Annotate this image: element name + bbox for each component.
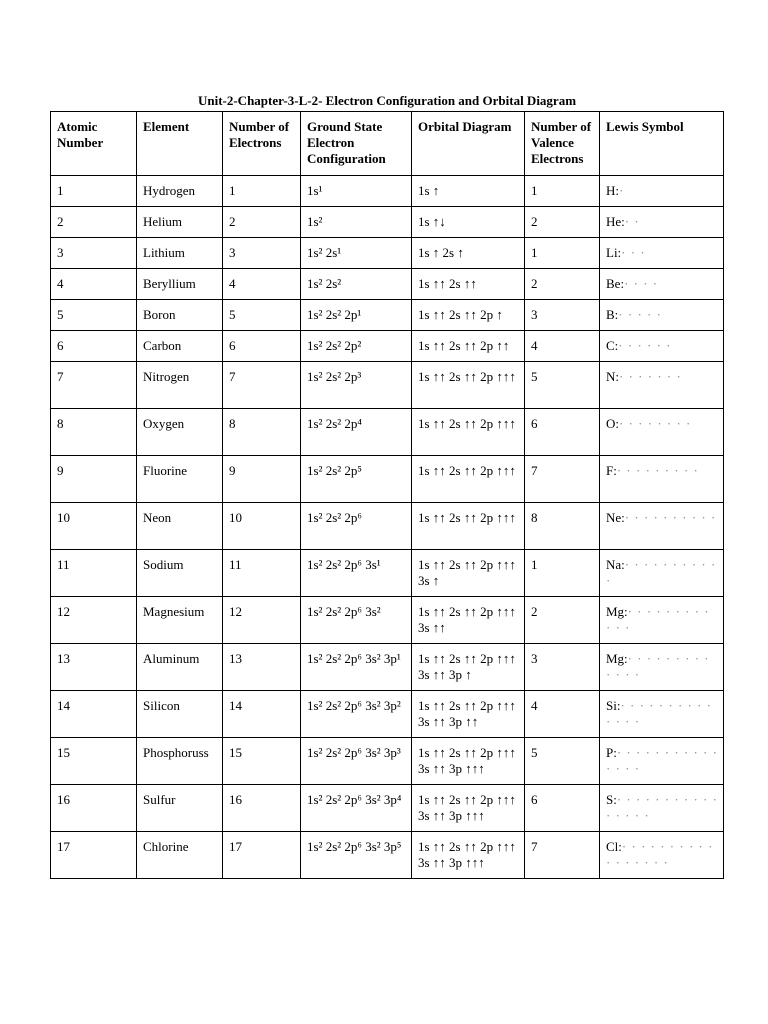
table-row	[51, 456, 724, 503]
atomic-number-cell: 3	[51, 238, 137, 269]
lewis-element-symbol: Ne:	[606, 510, 625, 525]
configuration-cell: 1s² 2s² 2p⁶ 3s² 3p⁵	[301, 832, 412, 879]
lewis-dots: · · · · · · · · · · · · · · · ·	[606, 792, 718, 823]
atomic-number-cell: 17	[51, 832, 137, 879]
header-atomic-number: Atomic Number	[51, 112, 137, 176]
electron-configuration-table	[50, 111, 724, 879]
table-row	[51, 503, 724, 550]
lewis-dots: · · · · · · · · · ·	[624, 510, 717, 525]
lewis-dots: ·	[619, 183, 625, 198]
valence-cell: 2	[525, 269, 600, 300]
orbital-diagram-cell: 1s ↑↑ 2s ↑↑	[412, 269, 525, 300]
header-number-of-electrons: Number of Electrons	[223, 112, 301, 176]
lewis-symbol-cell	[600, 269, 724, 300]
valence-cell: 2	[525, 207, 600, 238]
lewis-symbol-cell	[600, 503, 724, 550]
orbital-diagram-cell: 1s ↑↑ 2s ↑↑ 2p ↑↑↑ 3s ↑↑ 3p ↑↑↑	[412, 738, 525, 785]
atomic-number-cell: 9	[51, 456, 137, 503]
lewis-element-symbol: P:	[606, 745, 617, 760]
valence-cell: 1	[525, 238, 600, 269]
orbital-diagram-cell: 1s ↑↑ 2s ↑↑ 2p ↑↑	[412, 331, 525, 362]
configuration-cell: 1s² 2s² 2p⁶ 3s² 3p³	[301, 738, 412, 785]
valence-cell: 4	[525, 331, 600, 362]
element-cell: Magnesium	[137, 597, 223, 644]
header-orbital-diagram: Orbital Diagram	[412, 112, 525, 176]
orbital-diagram-cell: 1s ↑↑ 2s ↑↑ 2p ↑↑↑ 3s ↑↑ 3p ↑↑↑	[412, 785, 525, 832]
valence-cell: 7	[525, 456, 600, 503]
lewis-symbol-cell	[600, 691, 724, 738]
valence-cell: 6	[525, 409, 600, 456]
lewis-symbol-cell	[600, 362, 724, 409]
lewis-symbol-cell	[600, 238, 724, 269]
lewis-dots: · · · · ·	[618, 307, 662, 322]
orbital-diagram-cell: 1s ↑↑ 2s ↑↑ 2p ↑↑↑	[412, 362, 525, 409]
lewis-dots: · · · · · · ·	[619, 369, 682, 384]
valence-cell: 1	[525, 176, 600, 207]
table-row	[51, 550, 724, 597]
electron-count-cell: 6	[223, 331, 301, 362]
table-row	[51, 362, 724, 409]
atomic-number-cell: 6	[51, 331, 137, 362]
element-cell: Hydrogen	[137, 176, 223, 207]
electron-count-cell: 8	[223, 409, 301, 456]
lewis-element-symbol: Be:	[606, 276, 625, 291]
table-row	[51, 409, 724, 456]
atomic-number-cell: 15	[51, 738, 137, 785]
lewis-element-symbol: O:	[606, 416, 619, 431]
element-cell: Neon	[137, 503, 223, 550]
atomic-number-cell: 8	[51, 409, 137, 456]
atomic-number-cell: 1	[51, 176, 137, 207]
atomic-number-cell: 10	[51, 503, 137, 550]
header-element: Element	[137, 112, 223, 176]
lewis-element-symbol: Cl:	[606, 839, 622, 854]
atomic-number-cell: 12	[51, 597, 137, 644]
element-cell: Silicon	[137, 691, 223, 738]
table-row	[51, 691, 724, 738]
atomic-number-cell: 11	[51, 550, 137, 597]
electron-count-cell: 1	[223, 176, 301, 207]
electron-count-cell: 4	[223, 269, 301, 300]
header-valence-electrons: Number of Valence Electrons	[525, 112, 600, 176]
table-row	[51, 300, 724, 331]
element-cell: Sulfur	[137, 785, 223, 832]
configuration-cell: 1s² 2s¹	[301, 238, 412, 269]
atomic-number-cell: 2	[51, 207, 137, 238]
element-cell: Boron	[137, 300, 223, 331]
lewis-element-symbol: Mg:	[606, 604, 628, 619]
lewis-dots: · · · · · · · · · · · · ·	[606, 651, 710, 682]
valence-cell: 4	[525, 691, 600, 738]
lewis-dots: · · · · · · · · · · · ·	[606, 604, 710, 635]
element-cell: Helium	[137, 207, 223, 238]
lewis-element-symbol: Si:	[606, 698, 621, 713]
atomic-number-cell: 14	[51, 691, 137, 738]
lewis-dots: · · · · · · · · · · ·	[606, 557, 717, 588]
element-cell: Fluorine	[137, 456, 223, 503]
configuration-cell: 1s² 2s² 2p¹	[301, 300, 412, 331]
orbital-diagram-cell: 1s ↑↑ 2s ↑↑ 2p ↑↑↑	[412, 503, 525, 550]
table-row	[51, 269, 724, 300]
electron-count-cell: 14	[223, 691, 301, 738]
valence-cell: 5	[525, 738, 600, 785]
electron-count-cell: 15	[223, 738, 301, 785]
lewis-element-symbol: Mg:	[606, 651, 628, 666]
electron-count-cell: 7	[223, 362, 301, 409]
configuration-cell: 1s²	[301, 207, 412, 238]
lewis-dots: · · ·	[621, 245, 646, 260]
header-lewis-symbol: Lewis Symbol	[600, 112, 724, 176]
configuration-cell: 1s² 2s² 2p⁶	[301, 503, 412, 550]
configuration-cell: 1s² 2s² 2p²	[301, 331, 412, 362]
configuration-cell: 1s² 2s² 2p⁶ 3s² 3p¹	[301, 644, 412, 691]
lewis-symbol-cell	[600, 550, 724, 597]
valence-cell: 3	[525, 300, 600, 331]
configuration-cell: 1s² 2s² 2p⁶ 3s² 3p⁴	[301, 785, 412, 832]
element-cell: Nitrogen	[137, 362, 223, 409]
electron-count-cell: 9	[223, 456, 301, 503]
electron-count-cell: 16	[223, 785, 301, 832]
lewis-symbol-cell	[600, 644, 724, 691]
configuration-cell: 1s² 2s² 2p⁶ 3s²	[301, 597, 412, 644]
valence-cell: 8	[525, 503, 600, 550]
table-row	[51, 331, 724, 362]
table-row	[51, 597, 724, 644]
lewis-element-symbol: F:	[606, 463, 617, 478]
electron-count-cell: 17	[223, 832, 301, 879]
orbital-diagram-cell: 1s ↑↑ 2s ↑↑ 2p ↑↑↑ 3s ↑↑ 3p ↑	[412, 644, 525, 691]
header-ground-state-configuration: Ground State Electron Configuration	[301, 112, 412, 176]
lewis-symbol-cell	[600, 456, 724, 503]
element-cell: Chlorine	[137, 832, 223, 879]
orbital-diagram-cell: 1s ↑↑ 2s ↑↑ 2p ↑↑↑	[412, 409, 525, 456]
element-cell: Oxygen	[137, 409, 223, 456]
orbital-diagram-cell: 1s ↑ 2s ↑	[412, 238, 525, 269]
electron-count-cell: 12	[223, 597, 301, 644]
lewis-dots: · · · · · · · · · · · · · · · · ·	[606, 839, 714, 870]
lewis-element-symbol: N:	[606, 369, 619, 384]
lewis-element-symbol: S:	[606, 792, 617, 807]
table-row	[51, 207, 724, 238]
valence-cell: 1	[525, 550, 600, 597]
orbital-diagram-cell: 1s ↑↑ 2s ↑↑ 2p ↑↑↑ 3s ↑↑	[412, 597, 525, 644]
document-title: Unit-2-Chapter-3-L-2- Electron Configuration and Orbital Diagram	[197, 93, 577, 108]
table-header-row	[51, 112, 724, 176]
configuration-cell: 1s² 2s² 2p⁶ 3s¹	[301, 550, 412, 597]
lewis-dots: · · · · · · · · · · · · · · ·	[606, 745, 718, 776]
lewis-symbol-cell	[600, 738, 724, 785]
electron-count-cell: 13	[223, 644, 301, 691]
table-row	[51, 738, 724, 785]
lewis-symbol-cell	[600, 597, 724, 644]
lewis-symbol-cell	[600, 785, 724, 832]
valence-cell: 3	[525, 644, 600, 691]
valence-cell: 7	[525, 832, 600, 879]
element-cell: Lithium	[137, 238, 223, 269]
orbital-diagram-cell: 1s ↑↑ 2s ↑↑ 2p ↑↑↑ 3s ↑↑ 3p ↑↑↑	[412, 832, 525, 879]
lewis-dots: · · · · · · · · ·	[616, 463, 699, 478]
orbital-diagram-cell: 1s ↑↑ 2s ↑↑ 2p ↑↑↑	[412, 456, 525, 503]
lewis-symbol-cell	[600, 331, 724, 362]
atomic-number-cell: 5	[51, 300, 137, 331]
table-row	[51, 176, 724, 207]
configuration-cell: 1s² 2s²	[301, 269, 412, 300]
orbital-diagram-cell: 1s ↑↓	[412, 207, 525, 238]
orbital-diagram-cell: 1s ↑↑ 2s ↑↑ 2p ↑	[412, 300, 525, 331]
lewis-symbol-cell	[600, 300, 724, 331]
atomic-number-cell: 16	[51, 785, 137, 832]
electron-count-cell: 5	[223, 300, 301, 331]
element-cell: Carbon	[137, 331, 223, 362]
configuration-cell: 1s² 2s² 2p³	[301, 362, 412, 409]
electron-count-cell: 11	[223, 550, 301, 597]
element-cell: Aluminum	[137, 644, 223, 691]
lewis-element-symbol: He:	[606, 214, 625, 229]
lewis-element-symbol: Na:	[606, 557, 625, 572]
electron-count-cell: 10	[223, 503, 301, 550]
table-row	[51, 832, 724, 879]
lewis-dots: · · · ·	[624, 276, 659, 291]
valence-cell: 2	[525, 597, 600, 644]
lewis-element-symbol: C:	[606, 338, 619, 353]
table-row	[51, 785, 724, 832]
lewis-dots: · ·	[624, 214, 640, 229]
atomic-number-cell: 13	[51, 644, 137, 691]
valence-cell: 6	[525, 785, 600, 832]
lewis-element-symbol: Li:	[606, 245, 622, 260]
lewis-dots: · · · · · ·	[618, 338, 672, 353]
element-cell: Beryllium	[137, 269, 223, 300]
configuration-cell: 1s² 2s² 2p⁶ 3s² 3p²	[301, 691, 412, 738]
orbital-diagram-cell: 1s ↑↑ 2s ↑↑ 2p ↑↑↑ 3s ↑↑ 3p ↑↑	[412, 691, 525, 738]
lewis-dots: · · · · · · · · · · · · · ·	[606, 698, 713, 729]
table-row	[51, 238, 724, 269]
lewis-element-symbol: B:	[606, 307, 619, 322]
configuration-cell: 1s² 2s² 2p⁴	[301, 409, 412, 456]
atomic-number-cell: 4	[51, 269, 137, 300]
electron-count-cell: 3	[223, 238, 301, 269]
lewis-symbol-cell	[600, 832, 724, 879]
configuration-cell: 1s¹	[301, 176, 412, 207]
element-cell: Sodium	[137, 550, 223, 597]
lewis-dots: · · · · · · · ·	[619, 416, 692, 431]
configuration-cell: 1s² 2s² 2p⁵	[301, 456, 412, 503]
orbital-diagram-cell: 1s ↑	[412, 176, 525, 207]
lewis-element-symbol: H:	[606, 183, 619, 198]
lewis-symbol-cell	[600, 207, 724, 238]
table-row	[51, 644, 724, 691]
orbital-diagram-cell: 1s ↑↑ 2s ↑↑ 2p ↑↑↑ 3s ↑	[412, 550, 525, 597]
electron-count-cell: 2	[223, 207, 301, 238]
lewis-symbol-cell	[600, 176, 724, 207]
element-cell: Phosphoruss	[137, 738, 223, 785]
lewis-symbol-cell	[600, 409, 724, 456]
atomic-number-cell: 7	[51, 362, 137, 409]
valence-cell: 5	[525, 362, 600, 409]
